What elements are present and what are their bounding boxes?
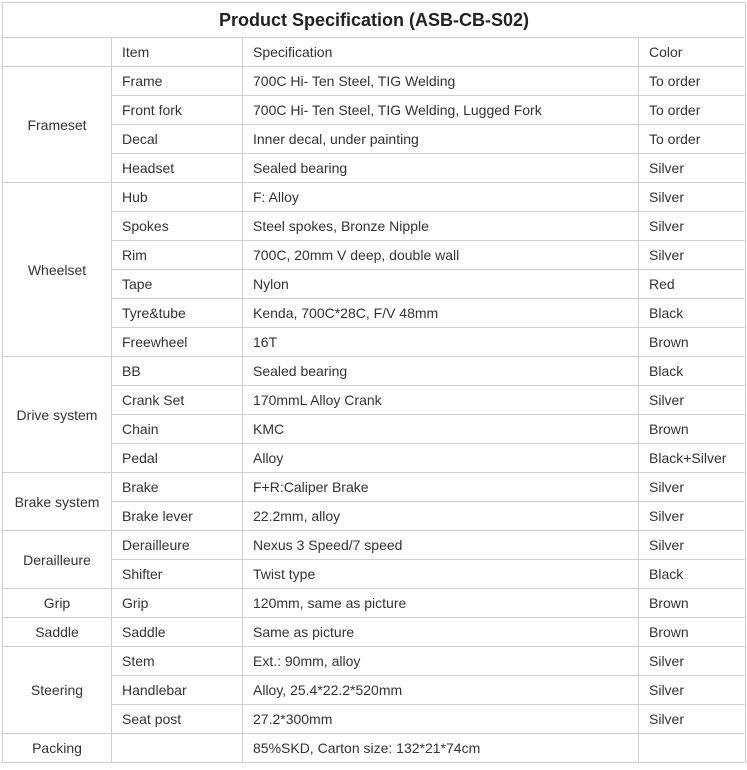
color-cell: Black xyxy=(639,299,746,328)
table-row xyxy=(3,618,746,647)
color-cell: Silver xyxy=(639,502,746,531)
table-row xyxy=(3,212,746,241)
item-cell: Brake xyxy=(112,473,243,502)
header-row xyxy=(3,38,746,67)
table-row xyxy=(3,125,746,154)
spec-cell: Steel spokes, Bronze Nipple xyxy=(243,212,639,241)
spec-cell: Twist type xyxy=(243,560,639,589)
spec-cell: Sealed bearing xyxy=(243,357,639,386)
group-label: Packing xyxy=(3,734,112,763)
table-row xyxy=(3,705,746,734)
color-cell: Red xyxy=(639,270,746,299)
header-item: Item xyxy=(112,38,243,67)
table-row xyxy=(3,415,746,444)
spec-cell: 700C Hi- Ten Steel, TIG Welding xyxy=(243,67,639,96)
item-cell: BB xyxy=(112,357,243,386)
item-cell: Brake lever xyxy=(112,502,243,531)
spec-cell: Nexus 3 Speed/7 speed xyxy=(243,531,639,560)
header-color: Color xyxy=(639,38,746,67)
item-cell: Shifter xyxy=(112,560,243,589)
table-row xyxy=(3,299,746,328)
color-cell: To order xyxy=(639,125,746,154)
spec-cell: F+R:Caliper Brake xyxy=(243,473,639,502)
item-cell: Front fork xyxy=(112,96,243,125)
color-cell: Silver xyxy=(639,183,746,212)
item-cell: Decal xyxy=(112,125,243,154)
color-cell xyxy=(639,734,746,763)
table-row xyxy=(3,241,746,270)
group-label: Saddle xyxy=(3,618,112,647)
table-row xyxy=(3,560,746,589)
spec-table xyxy=(2,2,746,763)
group-label: Brake system xyxy=(3,473,112,531)
table-row xyxy=(3,473,746,502)
item-cell: Tape xyxy=(112,270,243,299)
spec-cell: Sealed bearing xyxy=(243,154,639,183)
item-cell: Crank Set xyxy=(112,386,243,415)
item-cell: Rim xyxy=(112,241,243,270)
spec-cell: 700C Hi- Ten Steel, TIG Welding, Lugged Fork xyxy=(243,96,639,125)
item-cell xyxy=(112,734,243,763)
item-cell: Freewheel xyxy=(112,328,243,357)
spec-cell: Ext.: 90mm, alloy xyxy=(243,647,639,676)
item-cell: Stem xyxy=(112,647,243,676)
table-row xyxy=(3,589,746,618)
color-cell: Brown xyxy=(639,415,746,444)
item-cell: Headset xyxy=(112,154,243,183)
table-row xyxy=(3,96,746,125)
item-cell: Frame xyxy=(112,67,243,96)
group-label: Drive system xyxy=(3,357,112,473)
table-row xyxy=(3,734,746,763)
group-label: Frameset xyxy=(3,67,112,183)
color-cell: Brown xyxy=(639,589,746,618)
table-row xyxy=(3,357,746,386)
color-cell: To order xyxy=(639,67,746,96)
header-group xyxy=(3,38,112,67)
spec-cell: KMC xyxy=(243,415,639,444)
table-row xyxy=(3,154,746,183)
table-row xyxy=(3,386,746,415)
color-cell: Silver xyxy=(639,386,746,415)
item-cell: Handlebar xyxy=(112,676,243,705)
spec-cell: Same as picture xyxy=(243,618,639,647)
spec-cell: 27.2*300mm xyxy=(243,705,639,734)
spec-cell: 22.2mm, alloy xyxy=(243,502,639,531)
spec-cell: 16T xyxy=(243,328,639,357)
table-row xyxy=(3,67,746,96)
spec-cell: Alloy, 25.4*22.2*520mm xyxy=(243,676,639,705)
spec-cell: F: Alloy xyxy=(243,183,639,212)
color-cell: Silver xyxy=(639,676,746,705)
spec-cell: 170mmL Alloy Crank xyxy=(243,386,639,415)
color-cell: Black xyxy=(639,357,746,386)
item-cell: Saddle xyxy=(112,618,243,647)
color-cell: Black xyxy=(639,560,746,589)
title-row xyxy=(3,3,746,38)
color-cell: Silver xyxy=(639,473,746,502)
color-cell: Brown xyxy=(639,618,746,647)
color-cell: Silver xyxy=(639,241,746,270)
item-cell: Seat post xyxy=(112,705,243,734)
spec-cell: Nylon xyxy=(243,270,639,299)
table-row xyxy=(3,647,746,676)
color-cell: Silver xyxy=(639,212,746,241)
color-cell: To order xyxy=(639,96,746,125)
group-label: Steering xyxy=(3,647,112,734)
color-cell: Silver xyxy=(639,647,746,676)
item-cell: Grip xyxy=(112,589,243,618)
color-cell: Silver xyxy=(639,531,746,560)
item-cell: Spokes xyxy=(112,212,243,241)
spec-cell: 700C, 20mm V deep, double wall xyxy=(243,241,639,270)
item-cell: Tyre&tube xyxy=(112,299,243,328)
item-cell: Hub xyxy=(112,183,243,212)
color-cell: Silver xyxy=(639,154,746,183)
table-row xyxy=(3,502,746,531)
group-label: Derailleure xyxy=(3,531,112,589)
table-row xyxy=(3,531,746,560)
header-spec: Specification xyxy=(243,38,639,67)
spec-cell: Kenda, 700C*28C, F/V 48mm xyxy=(243,299,639,328)
table-row xyxy=(3,270,746,299)
item-cell: Pedal xyxy=(112,444,243,473)
group-label: Wheelset xyxy=(3,183,112,357)
item-cell: Derailleure xyxy=(112,531,243,560)
group-label: Grip xyxy=(3,589,112,618)
spec-cell: 120mm, same as picture xyxy=(243,589,639,618)
spec-cell: Alloy xyxy=(243,444,639,473)
color-cell: Black+Silver xyxy=(639,444,746,473)
spec-table-body xyxy=(3,3,746,763)
item-cell: Chain xyxy=(112,415,243,444)
spec-cell: Inner decal, under painting xyxy=(243,125,639,154)
table-row xyxy=(3,676,746,705)
table-row xyxy=(3,328,746,357)
page-title: Product Specification (ASB-CB-S02) xyxy=(3,3,746,38)
table-row xyxy=(3,444,746,473)
table-row xyxy=(3,183,746,212)
color-cell: Brown xyxy=(639,328,746,357)
spec-cell: 85%SKD, Carton size: 132*21*74cm xyxy=(243,734,639,763)
color-cell: Silver xyxy=(639,705,746,734)
